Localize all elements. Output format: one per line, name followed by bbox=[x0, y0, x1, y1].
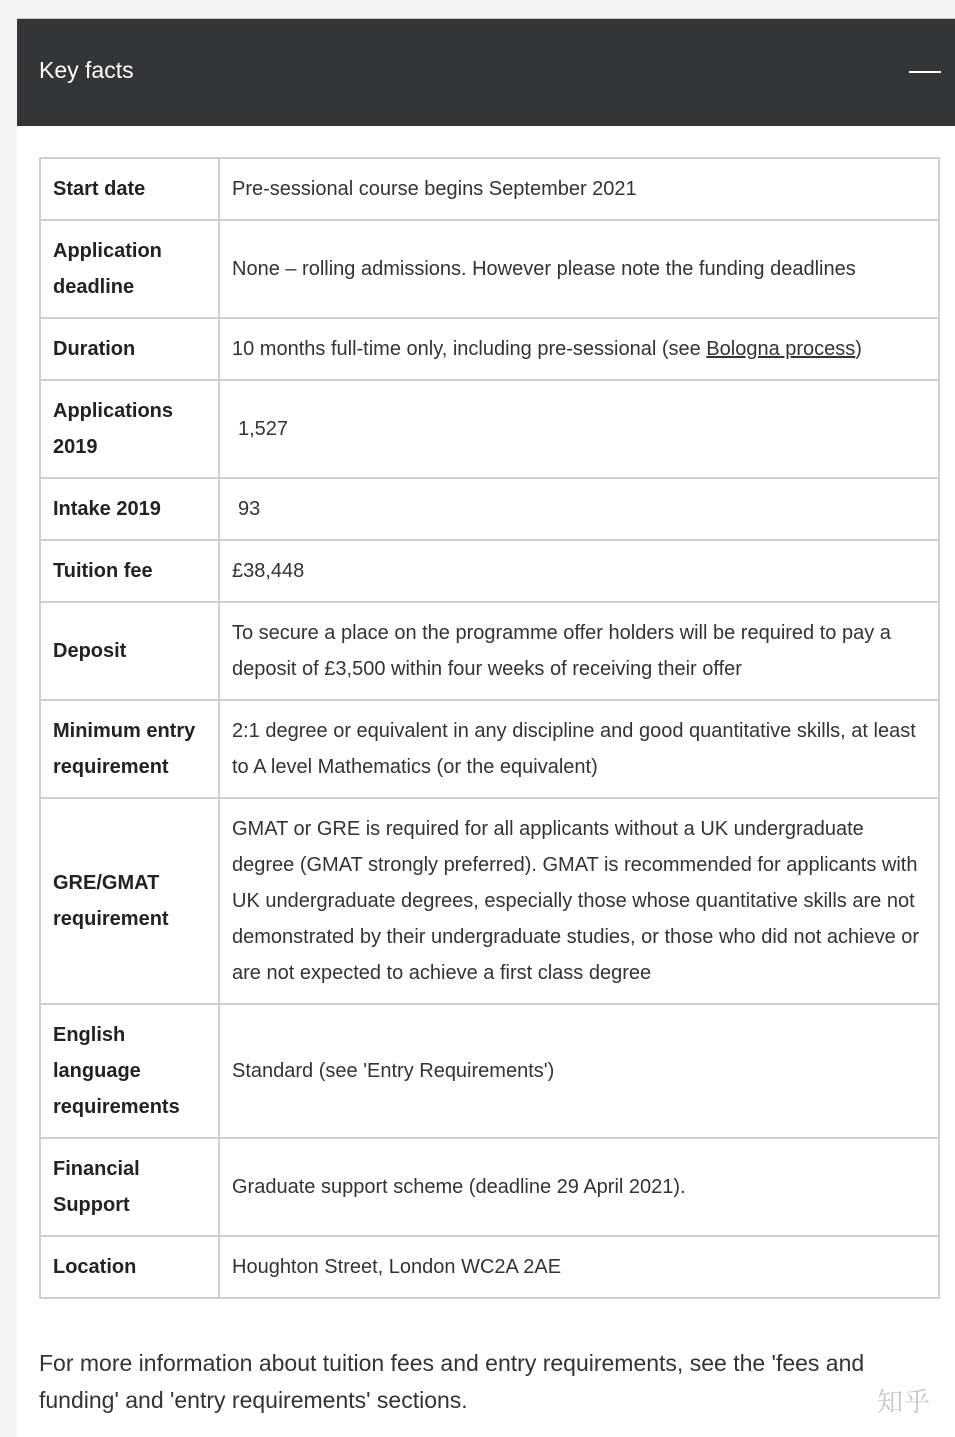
applications-count: 1,527 bbox=[238, 418, 289, 440]
row-value bbox=[219, 478, 939, 540]
table-row bbox=[40, 318, 939, 380]
row-label: Deposit bbox=[40, 602, 219, 700]
duration-text-end: ) bbox=[855, 338, 862, 360]
row-label: Duration bbox=[40, 318, 219, 380]
collapse-icon[interactable] bbox=[909, 71, 941, 73]
fees-info-note: For more information about tuition fees and entry requirements, see the 'fees and funding' and 'entry requirements' sections. bbox=[39, 1350, 865, 1413]
zhihu-watermark: 知乎 bbox=[876, 1388, 931, 1418]
row-value: None – rolling admissions. However please note the funding deadlines bbox=[219, 220, 939, 318]
row-value: 2:1 degree or equivalent in any discipline and good quantitative skills, at least to A level Mathematics (or the equivalent) bbox=[219, 700, 939, 798]
row-label: Application deadline bbox=[40, 220, 219, 318]
bologna-process-link[interactable]: Bologna process bbox=[706, 338, 856, 360]
row-label: Applications 2019 bbox=[40, 380, 219, 478]
table-row bbox=[40, 478, 939, 540]
row-label: Intake 2019 bbox=[40, 478, 219, 540]
row-label: English language requirements bbox=[40, 1004, 219, 1138]
accordion-header[interactable] bbox=[17, 19, 955, 126]
table-row bbox=[40, 1004, 939, 1138]
row-label: Start date bbox=[40, 158, 219, 220]
row-value: Graduate support scheme (deadline 29 April 2021). bbox=[219, 1138, 939, 1236]
table-row bbox=[40, 380, 939, 478]
row-label: GRE/GMAT requirement bbox=[40, 798, 219, 1004]
duration-text: 10 months full-time only, including pre-sessional (see bbox=[232, 338, 707, 360]
row-value: Houghton Street, London WC2A 2AE bbox=[219, 1236, 939, 1298]
row-value: To secure a place on the programme offer holders will be required to pay a deposit of £3,500 within four weeks of receiving their offer bbox=[219, 602, 939, 700]
row-value: £38,448 bbox=[219, 540, 939, 602]
accordion-title: Key facts bbox=[39, 57, 134, 83]
key-facts-panel bbox=[17, 19, 955, 1437]
row-label: Financial Support bbox=[40, 1138, 219, 1236]
row-value bbox=[219, 318, 939, 380]
table-row bbox=[40, 700, 939, 798]
row-value bbox=[219, 380, 939, 478]
row-value: GMAT or GRE is required for all applicants without a UK undergraduate degree (GMAT strongly preferred). GMAT is recommended for applicants with UK undergraduate degrees, especially those whose quantitative skills are not demonstrated by their undergraduate studies, or those who did not achieve or are not expected to achieve a first class degree bbox=[219, 798, 939, 1004]
table-row bbox=[40, 220, 939, 318]
row-value: Pre-sessional course begins September 2021 bbox=[219, 158, 939, 220]
table-row bbox=[40, 158, 939, 220]
row-label: Location bbox=[40, 1236, 219, 1298]
table-row bbox=[40, 1236, 939, 1298]
row-label: Tuition fee bbox=[40, 540, 219, 602]
table-row bbox=[40, 798, 939, 1004]
intake-count: 93 bbox=[238, 498, 261, 520]
table-row bbox=[40, 540, 939, 602]
table-row bbox=[40, 602, 939, 700]
row-value: Standard (see 'Entry Requirements') bbox=[219, 1004, 939, 1138]
key-facts-table bbox=[39, 157, 940, 1299]
table-row bbox=[40, 1138, 939, 1236]
row-label: Minimum entry requirement bbox=[40, 700, 219, 798]
